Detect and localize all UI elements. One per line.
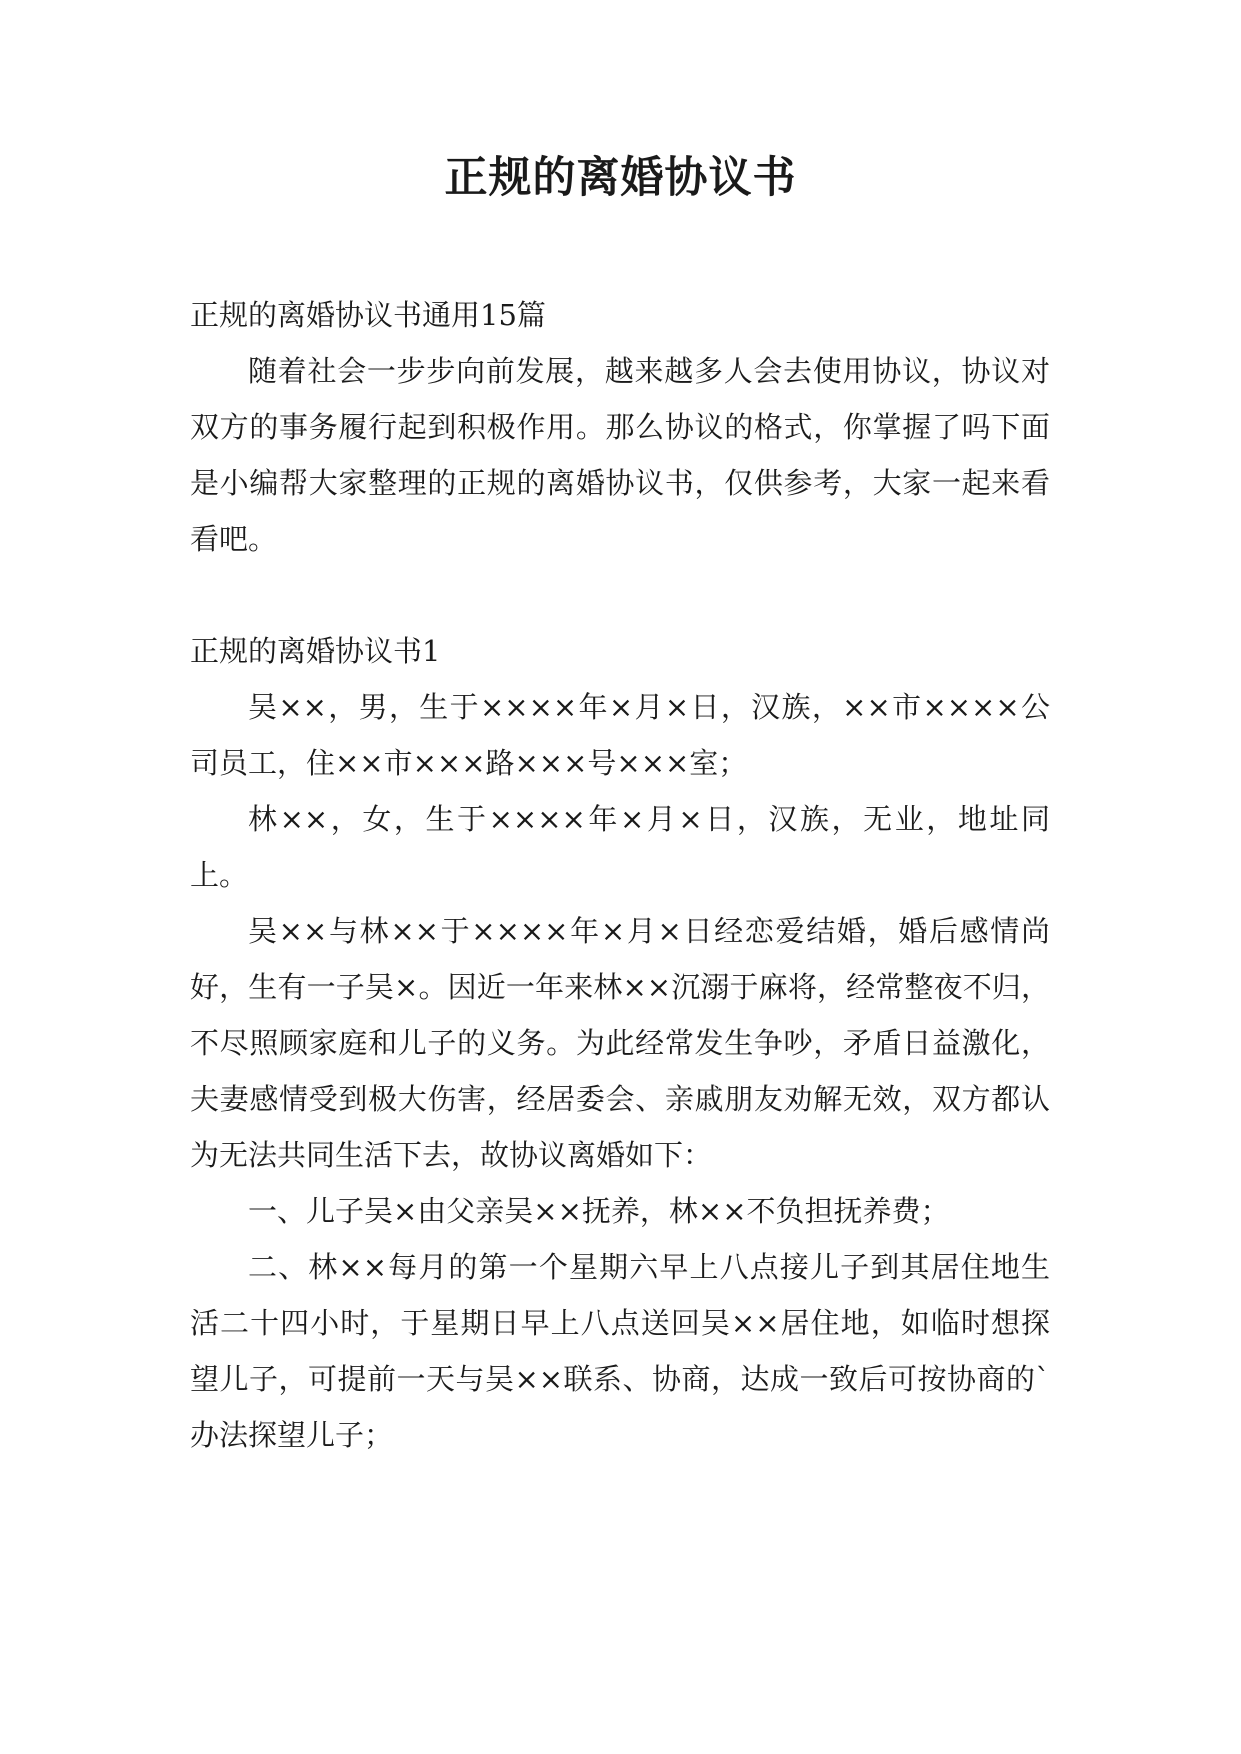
document-title: 正规的离婚协议书 [444,153,797,203]
document-subtitle: 正规的离婚协议书通用15篇 [190,298,546,332]
clause-1-paragraph: 一、儿子吴×由父亲吴××抚养，林××不负担抚养费； [248,1194,950,1228]
party-husband-paragraph: 吴××，男，生于××××年×月×日，汉族，××市××××公司员工，住××市×××路×××号×××室； [190,690,1050,780]
section-heading: 正规的离婚协议书1 [190,634,441,668]
party-wife-paragraph: 林××，女，生于××××年×月×日，汉族，无业，地址同上。 [190,802,1050,892]
clause-2-paragraph: 二、林××每月的第一个星期六早上八点接儿子到其居住地生活二十四小时，于星期日早上八点送回吴××居住地，如临时想探望儿子，可提前一天与吴××联系、协商，达成一致后可按协商的`办法探望儿子； [190,1250,1050,1452]
intro-paragraph: 随着社会一步步向前发展，越来越多人会去使用协议，协议对双方的事务履行起到积极作用。那么协议的格式，你掌握了吗下面是小编帮大家整理的正规的离婚协议书，仅供参考，大家一起来看看吧。 [190,354,1050,556]
document-body [190,287,1050,1463]
background-paragraph: 吴××与林××于××××年×月×日经恋爱结婚，婚后感情尚好，生有一子吴×。因近一年来林××沉溺于麻将，经常整夜不归，不尽照顾家庭和儿子的义务。为此经常发生争吵，矛盾日益激化，夫妻感情受到极大伤害，经居委会、亲戚朋友劝解无效，双方都认为无法共同生活下去，故协议离婚如下： [190,914,1050,1172]
section-spacer [190,567,1050,623]
